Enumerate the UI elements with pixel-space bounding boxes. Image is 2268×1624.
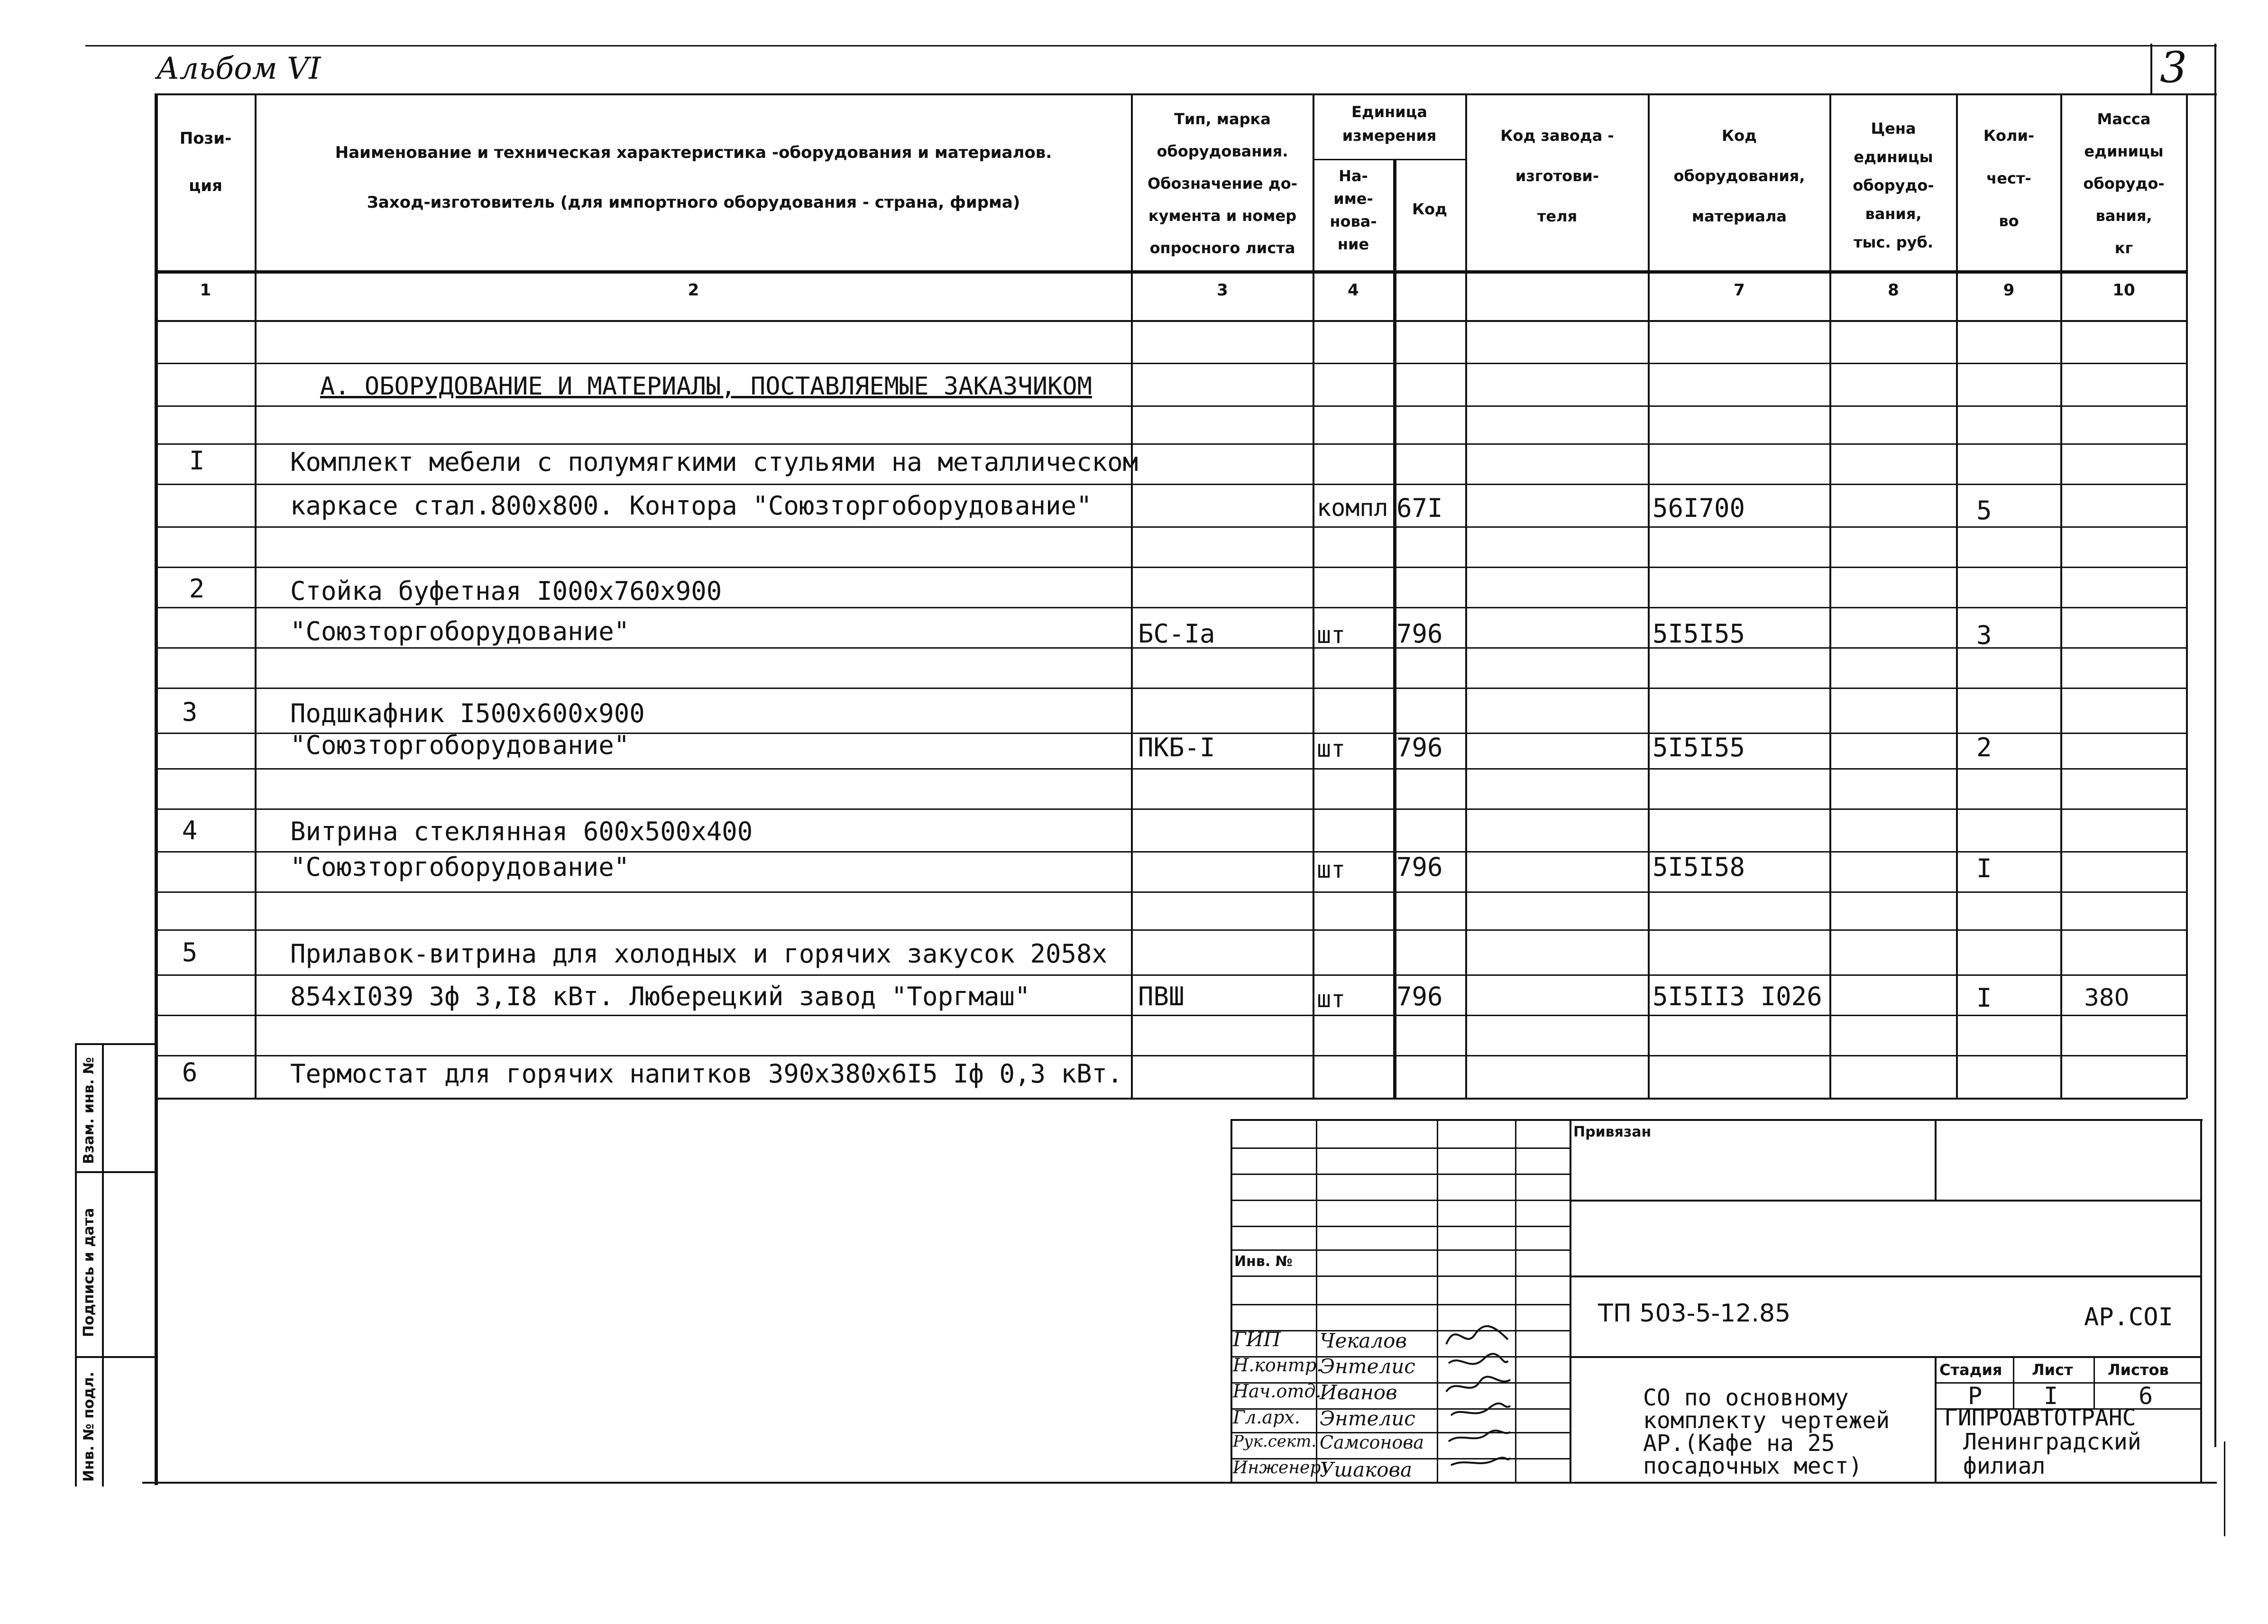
item-5-line1: Прилавок-витрина для холодных и горячих закусок 2058х [290, 939, 1108, 969]
item-5-code: 5I5II3 I026 [1653, 982, 1822, 1011]
tb-org-3: филиал [1963, 1453, 2046, 1479]
tb-role-3: Нач.отд. [1233, 1381, 1322, 1402]
header-mass-4: вания, [2095, 207, 2152, 225]
header-name-2: Заход-изготовитель (для импортного оборудования - страна, фирма) [367, 193, 1020, 212]
tb-row [1230, 1200, 1570, 1201]
header-unitname-3: нова- [1330, 212, 1377, 230]
row-line [156, 1015, 2186, 1016]
header-equip-3: материала [1692, 207, 1787, 225]
edge-tick [2224, 1441, 2225, 1536]
section-title: А. ОБОРУДОВАНИЕ И МАТЕРИАЛЫ, ПОСТАВЛЯЕМЫЕ ЗАКАЗЧИКОМ [320, 372, 1092, 401]
row-line [156, 808, 2186, 810]
item-6-line1: Термостат для горячих напитков 390х380х6I5 Iф 0,3 кВт. [290, 1059, 1123, 1089]
tb-role-5: Рук.сект. [1233, 1432, 1317, 1451]
header-qty-1: Коли- [1983, 127, 2035, 145]
row-line [156, 526, 2186, 528]
item-3-code: 5I5I55 [1653, 733, 1745, 762]
frame-top [156, 93, 2217, 95]
row-line [156, 1055, 2186, 1056]
colnum-4: 4 [1348, 281, 1359, 300]
frame-left [155, 93, 158, 1485]
item-3-line2: "Союзторгоборудование" [290, 730, 630, 760]
tb-designation: ТП 503-5-12.85 [1598, 1299, 1791, 1328]
row-line [156, 929, 2186, 931]
tb-stage-col [2013, 1356, 2014, 1408]
item-1-qty: 5 [1976, 495, 1992, 525]
header-unit-1: Единица [1351, 103, 1427, 121]
tb-name-1: Чекалов [1320, 1329, 1407, 1352]
tb-name-3: Иванов [1320, 1381, 1397, 1404]
header-type-5: опросного листа [1149, 239, 1295, 257]
album-label: Альбом VI [156, 51, 321, 86]
tb-sheets: 6 [2139, 1382, 2153, 1410]
item-1-pos: I [189, 446, 205, 476]
header-position-2: ция [189, 176, 222, 195]
tb-stage-label: Стадия [1939, 1361, 2002, 1379]
row-line [156, 891, 2186, 893]
side-stamp-left [75, 1043, 77, 1486]
tb-bound-label: Привязан [1573, 1124, 1652, 1140]
row-line [156, 607, 2186, 608]
item-1-unit: компл [1317, 494, 1388, 522]
item-5-line2: 854хI039 3ф 3,I8 кВт. Люберецкий завод "Торгмаш" [290, 982, 1030, 1011]
tb-role-4: Гл.арх. [1233, 1407, 1300, 1428]
item-5-pos: 5 [182, 937, 198, 967]
row-line [156, 363, 2186, 364]
col-line-1 [255, 93, 257, 1099]
header-unitcode: Код [1412, 200, 1447, 218]
header-mass-3: оборудо- [2083, 174, 2165, 193]
header-unit-2: измерения [1342, 127, 1437, 145]
tb-name-6: Ушакова [1320, 1458, 1413, 1481]
item-4-line1: Витрина стеклянная 600х500х400 [290, 817, 753, 846]
row-line [156, 443, 2186, 445]
item-1-line2: каркасе стал.800х800. Контора "Союзторгоборудование" [290, 491, 1092, 521]
header-bottom [156, 270, 2186, 274]
tb-row [1230, 1226, 1570, 1227]
header-mass-2: единицы [2084, 142, 2164, 160]
tb-row-right [1570, 1200, 2200, 1202]
row-line [156, 567, 2186, 568]
frame-right [2214, 44, 2216, 1447]
row-line [156, 688, 2186, 689]
colnum-10: 10 [2112, 281, 2135, 300]
col-line-6 [1648, 93, 1650, 1099]
header-mass-1: Масса [2097, 110, 2151, 128]
item-4-qty: I [1976, 853, 1992, 883]
tb-role-1: ГИП [1233, 1328, 1281, 1351]
tb-name-5: Самсонова [1320, 1432, 1424, 1453]
colnum-3: 3 [1217, 281, 1228, 300]
item-2-unit-code: 796 [1396, 619, 1443, 649]
col-line-5 [1465, 93, 1467, 1099]
tb-row [1230, 1304, 1570, 1305]
tb-org-2: Ленинградский [1963, 1429, 2141, 1455]
tb-description-3: АР.(Кафе на 25 [1643, 1430, 1835, 1457]
tb-row-right [1570, 1275, 2200, 1277]
header-name-1: Наименование и техническая характеристика -оборудования и материалов. [335, 143, 1052, 162]
header-price-2: единицы [1854, 148, 1933, 166]
colnum-1: 1 [200, 281, 211, 300]
tb-name-4: Энтелис [1320, 1407, 1415, 1430]
unit-subheader-line [1313, 159, 1465, 160]
item-2-pos: 2 [189, 574, 205, 604]
side-stamp-line [75, 1171, 156, 1173]
colnum-2: 2 [688, 281, 699, 300]
item-3-unit: шт [1317, 735, 1346, 762]
header-type-3: Обозначение до- [1148, 174, 1297, 193]
sheet-corner-number: 3 [2160, 43, 2187, 92]
colnum-7: 7 [1734, 281, 1745, 300]
top-border [85, 45, 2217, 46]
tb-role-2: Н.контр. [1233, 1355, 1322, 1376]
header-price-1: Цена [1871, 119, 1916, 138]
header-type-1: Тип, марка [1174, 110, 1271, 128]
header-type-2: оборудования. [1157, 142, 1288, 160]
tb-col [1570, 1119, 1571, 1483]
header-unitname-4: ние [1337, 235, 1369, 253]
tb-stage-divider [1935, 1356, 1937, 1483]
tb-doc-code: АР.СОI [2084, 1303, 2173, 1331]
header-price-5: тыс. руб. [1853, 233, 1933, 251]
tb-stage: Р [1968, 1382, 1983, 1410]
tb-top [1230, 1119, 2203, 1121]
header-qty-3: во [1999, 212, 2019, 230]
item-4-pos: 4 [182, 816, 198, 845]
item-2-qty: 3 [1976, 620, 1992, 650]
tb-bound-divider [1935, 1119, 1937, 1200]
header-price-3: оборудо- [1853, 176, 1934, 194]
item-4-line2: "Союзторгоборудование" [290, 852, 630, 882]
tb-stage-col [2094, 1356, 2095, 1408]
item-2-unit: шт [1317, 621, 1346, 649]
header-position-1: Пози- [179, 129, 232, 148]
side-inv-orig: Инв. № подл. [81, 1371, 97, 1482]
colnum-9: 9 [2003, 281, 2015, 300]
col-line-10 [2186, 93, 2188, 1099]
row-line [156, 768, 2186, 770]
header-unitname-1: На- [1339, 167, 1368, 185]
tb-name-2: Энтелис [1320, 1355, 1415, 1378]
tb-row [1230, 1275, 1570, 1277]
item-1-line1: Комплект мебели с полумягкими стульями на металлическом [290, 447, 1139, 477]
tb-inv-no-label: Инв. № [1234, 1253, 1293, 1270]
item-3-unit-code: 796 [1396, 733, 1443, 762]
header-type-4: кумента и номер [1148, 207, 1297, 225]
tb-row-right [1570, 1356, 2200, 1358]
corner-box-left [2150, 44, 2152, 93]
item-1-unit-code: 67I [1396, 493, 1443, 523]
tb-row [1230, 1249, 1570, 1251]
tb-row [1230, 1147, 1570, 1149]
header-unitname-2: име- [1333, 190, 1373, 208]
item-2-line1: Стойка буфетная I000х760х900 [290, 576, 722, 606]
item-4-unit-code: 796 [1396, 852, 1443, 882]
item-3-line1: Подшкафник I500х600х900 [290, 698, 645, 728]
header-plant-1: Код завода - [1500, 127, 1614, 145]
tb-sheets-label: Листов [2108, 1361, 2169, 1379]
signature-scribbles [1442, 1316, 1513, 1477]
tb-sheet-label: Лист [2032, 1361, 2073, 1379]
item-5-unit-code: 796 [1396, 982, 1443, 1011]
row-line [156, 484, 2186, 485]
item-4-code: 5I5I58 [1653, 852, 1745, 882]
item-1-code: 56I700 [1653, 493, 1745, 523]
item-2-code: 5I5I55 [1653, 619, 1745, 649]
header-price-4: вания, [1865, 205, 1922, 223]
table-bottom [156, 1098, 2186, 1100]
row-line [156, 405, 2186, 407]
side-stamp-line [75, 1356, 156, 1358]
tb-sheet: I [2044, 1382, 2058, 1410]
tb-role-6: Инженер [1233, 1458, 1321, 1477]
row-line [156, 974, 2186, 976]
header-equip-2: оборудования, [1673, 167, 1805, 185]
side-repl-inv: Взам. инв. № [81, 1057, 97, 1164]
tb-description-4: посадочных мест) [1643, 1453, 1863, 1479]
tb-org-1: ГИПРОАВТОТРАНС [1944, 1404, 2136, 1431]
frame-bottom [142, 1482, 2217, 1484]
side-stamp-mid [102, 1043, 104, 1486]
item-2-type: БС-Iа [1138, 619, 1215, 649]
header-qty-2: чест- [1986, 169, 2031, 187]
side-stamp-top [75, 1043, 156, 1045]
item-3-qty: 2 [1976, 733, 1992, 762]
item-5-unit: шт [1317, 985, 1346, 1013]
item-3-type: ПКБ-I [1138, 733, 1215, 762]
item-2-line2: "Союзторгоборудование" [290, 616, 630, 646]
tb-row [1230, 1174, 1570, 1175]
item-6-pos: 6 [182, 1057, 198, 1087]
header-equip-1: Код [1722, 127, 1757, 145]
tb-description-2: комплекту чертежей [1643, 1407, 1890, 1434]
item-3-pos: 3 [182, 697, 198, 727]
item-4-unit: шт [1317, 856, 1346, 883]
col-line-8 [1956, 93, 1958, 1099]
header-mass-5: кг [2114, 239, 2133, 257]
tb-description-1: СО по основному [1643, 1385, 1849, 1411]
item-5-mass: 380 [2084, 984, 2130, 1011]
colnum-bottom [156, 320, 2186, 322]
side-sign-date: Подпись и дата [81, 1208, 97, 1337]
header-plant-3: теля [1537, 207, 1578, 225]
colnum-8: 8 [1888, 281, 1899, 300]
col-line-4 [1393, 159, 1396, 1098]
header-plant-2: изготови- [1515, 167, 1599, 185]
item-5-type: ПВШ [1138, 982, 1185, 1011]
item-5-qty: I [1976, 983, 1992, 1013]
tb-right [2200, 1119, 2202, 1483]
